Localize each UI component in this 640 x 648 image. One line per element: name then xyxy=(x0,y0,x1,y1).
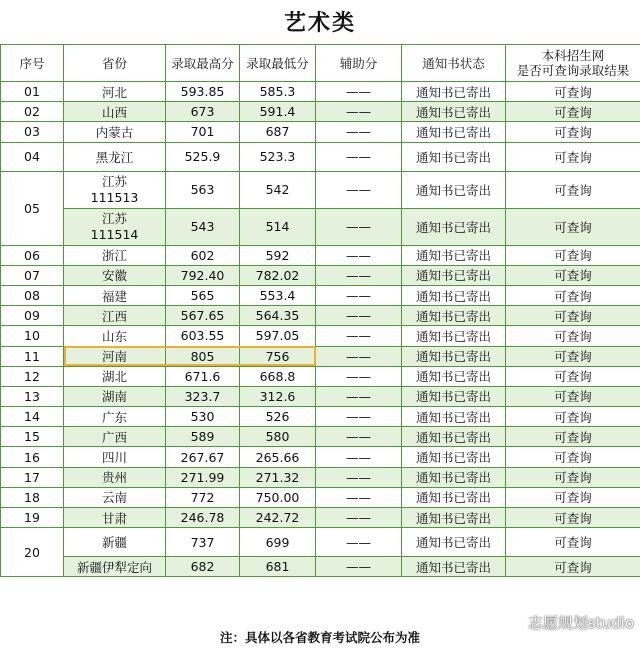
row-province: 甘肃 xyxy=(64,508,166,528)
row-aux-score: —— xyxy=(316,285,402,305)
row-min-score: 585.3 xyxy=(240,82,316,102)
row-max-score: 525.9 xyxy=(166,142,240,171)
header-seq: 序号 xyxy=(1,45,64,82)
row-query-status: 可查询 xyxy=(506,82,640,102)
table-row xyxy=(1,557,640,577)
row-seq: 09 xyxy=(1,306,64,326)
row-seq: 05 xyxy=(1,171,64,245)
row-min-score: 681 xyxy=(240,557,316,577)
table-row xyxy=(1,427,640,447)
row-notice-status: 通知书已寄出 xyxy=(402,386,506,406)
province-code: 111514 xyxy=(90,226,139,242)
row-seq: 10 xyxy=(1,326,64,346)
province-name: 江苏 xyxy=(101,173,127,189)
row-min-score: 542 xyxy=(240,171,316,208)
row-aux-score: —— xyxy=(316,142,402,171)
row-seq: 20 xyxy=(1,528,64,577)
row-min-score: 687 xyxy=(240,122,316,142)
row-min-score: 699 xyxy=(240,528,316,557)
row-notice-status: 通知书已寄出 xyxy=(402,487,506,507)
row-province: 广西 xyxy=(64,427,166,447)
table-row xyxy=(1,508,640,528)
row-province: 河北 xyxy=(64,82,166,102)
page-title: 艺术类 xyxy=(283,10,356,36)
row-max-score: 563 xyxy=(166,171,240,208)
row-seq: 12 xyxy=(1,366,64,386)
footnote: 注：具体以各省教育考试院公布为准 xyxy=(219,630,420,645)
row-seq: 01 xyxy=(1,82,64,102)
header-max-score: 录取最高分 xyxy=(166,45,240,82)
row-aux-score: —— xyxy=(316,102,402,122)
row-province: 江西 xyxy=(64,306,166,326)
row-notice-status: 通知书已寄出 xyxy=(402,528,506,557)
row-seq: 07 xyxy=(1,265,64,285)
row-province: 山西 xyxy=(64,102,166,122)
row-aux-score: —— xyxy=(316,467,402,487)
table-row xyxy=(1,447,640,467)
row-seq: 17 xyxy=(1,467,64,487)
row-province: 河南 xyxy=(64,346,166,366)
table-row xyxy=(1,82,640,102)
row-notice-status: 通知书已寄出 xyxy=(402,122,506,142)
row-province: 山东 xyxy=(64,326,166,346)
row-notice-status: 通知书已寄出 xyxy=(402,467,506,487)
row-seq: 11 xyxy=(1,346,64,366)
row-query-status: 可查询 xyxy=(506,245,640,265)
row-min-score: 242.72 xyxy=(240,508,316,528)
header-notice-status: 通知书状态 xyxy=(402,45,506,82)
row-max-score: 671.6 xyxy=(166,366,240,386)
row-aux-score: —— xyxy=(316,487,402,507)
row-max-score: 673 xyxy=(166,102,240,122)
row-query-status: 可查询 xyxy=(506,326,640,346)
row-query-status: 可查询 xyxy=(506,122,640,142)
row-query-status: 可查询 xyxy=(506,557,640,577)
row-max-score: 701 xyxy=(166,122,240,142)
row-aux-score: —— xyxy=(316,508,402,528)
row-notice-status: 通知书已寄出 xyxy=(402,366,506,386)
row-aux-score: —— xyxy=(316,171,402,208)
row-min-score: 756 xyxy=(240,346,316,366)
row-notice-status: 通知书已寄出 xyxy=(402,265,506,285)
table-row xyxy=(1,407,640,427)
table-row xyxy=(1,326,640,346)
row-notice-status: 通知书已寄出 xyxy=(402,346,506,366)
row-seq: 02 xyxy=(1,102,64,122)
row-max-score: 737 xyxy=(166,528,240,557)
table-row xyxy=(1,171,640,208)
row-max-score: 271.99 xyxy=(166,467,240,487)
row-seq: 06 xyxy=(1,245,64,265)
row-query-status: 可查询 xyxy=(506,528,640,557)
table-row xyxy=(1,306,640,326)
table-row xyxy=(1,245,640,265)
row-aux-score: —— xyxy=(316,557,402,577)
row-min-score: 564.35 xyxy=(240,306,316,326)
row-seq: 19 xyxy=(1,508,64,528)
row-seq: 15 xyxy=(1,427,64,447)
row-max-score: 602 xyxy=(166,245,240,265)
row-max-score: 805 xyxy=(166,346,240,366)
row-query-status: 可查询 xyxy=(506,366,640,386)
row-notice-status: 通知书已寄出 xyxy=(402,306,506,326)
table-row xyxy=(1,265,640,285)
row-max-score: 682 xyxy=(166,557,240,577)
row-min-score: 526 xyxy=(240,407,316,427)
watermark: 志愿规划studio xyxy=(527,614,634,632)
province-name: 江苏 xyxy=(101,210,127,226)
header-aux-score: 辅助分 xyxy=(316,45,402,82)
row-min-score: 592 xyxy=(240,245,316,265)
row-seq: 13 xyxy=(1,386,64,406)
row-notice-status: 通知书已寄出 xyxy=(402,285,506,305)
row-min-score: 553.4 xyxy=(240,285,316,305)
row-min-score: 514 xyxy=(240,208,316,245)
row-province: 新疆 xyxy=(64,528,166,557)
row-max-score: 589 xyxy=(166,427,240,447)
row-notice-status: 通知书已寄出 xyxy=(402,508,506,528)
row-min-score: 265.66 xyxy=(240,447,316,467)
row-min-score: 312.6 xyxy=(240,386,316,406)
row-notice-status: 通知书已寄出 xyxy=(402,427,506,447)
row-aux-score: —— xyxy=(316,427,402,447)
header-query-line1: 本科招生网 xyxy=(541,48,605,63)
province-code: 111513 xyxy=(90,189,139,205)
row-province xyxy=(64,208,166,245)
row-notice-status: 通知书已寄出 xyxy=(402,208,506,245)
header-query xyxy=(506,45,640,82)
header-min-score: 录取最低分 xyxy=(240,45,316,82)
row-query-status: 可查询 xyxy=(506,508,640,528)
row-query-status: 可查询 xyxy=(506,467,640,487)
row-notice-status: 通知书已寄出 xyxy=(402,407,506,427)
row-max-score: 543 xyxy=(166,208,240,245)
row-seq: 18 xyxy=(1,487,64,507)
row-notice-status: 通知书已寄出 xyxy=(402,557,506,577)
row-aux-score: —— xyxy=(316,528,402,557)
table-row xyxy=(1,142,640,171)
row-province: 广东 xyxy=(64,407,166,427)
table-row xyxy=(1,122,640,142)
table-header-row xyxy=(1,45,640,82)
row-aux-score: —— xyxy=(316,326,402,346)
row-aux-score: —— xyxy=(316,386,402,406)
row-province: 浙江 xyxy=(64,245,166,265)
row-query-status: 可查询 xyxy=(506,447,640,467)
row-seq: 03 xyxy=(1,122,64,142)
row-min-score: 668.8 xyxy=(240,366,316,386)
row-seq: 14 xyxy=(1,407,64,427)
row-query-status: 可查询 xyxy=(506,102,640,122)
row-aux-score: —— xyxy=(316,82,402,102)
row-province: 贵州 xyxy=(64,467,166,487)
row-query-status: 可查询 xyxy=(506,407,640,427)
row-aux-score: —— xyxy=(316,245,402,265)
row-province xyxy=(64,171,166,208)
row-query-status: 可查询 xyxy=(506,346,640,366)
row-query-status: 可查询 xyxy=(506,208,640,245)
row-max-score: 603.55 xyxy=(166,326,240,346)
row-notice-status: 通知书已寄出 xyxy=(402,245,506,265)
header-query-line2: 是否可查询录取结果 xyxy=(516,63,630,78)
row-notice-status: 通知书已寄出 xyxy=(402,326,506,346)
row-query-status: 可查询 xyxy=(506,386,640,406)
row-min-score: 271.32 xyxy=(240,467,316,487)
row-seq: 16 xyxy=(1,447,64,467)
row-max-score: 565 xyxy=(166,285,240,305)
row-notice-status: 通知书已寄出 xyxy=(402,171,506,208)
row-aux-score: —— xyxy=(316,366,402,386)
table-row xyxy=(1,102,640,122)
row-notice-status: 通知书已寄出 xyxy=(402,102,506,122)
row-province: 内蒙古 xyxy=(64,122,166,142)
row-aux-score: —— xyxy=(316,407,402,427)
row-min-score: 580 xyxy=(240,427,316,447)
row-max-score: 267.67 xyxy=(166,447,240,467)
table-row xyxy=(1,528,640,557)
row-min-score: 591.4 xyxy=(240,102,316,122)
table-row xyxy=(1,487,640,507)
row-aux-score: —— xyxy=(316,346,402,366)
table-row xyxy=(1,386,640,406)
row-min-score: 750.00 xyxy=(240,487,316,507)
row-query-status: 可查询 xyxy=(506,487,640,507)
table-row xyxy=(1,285,640,305)
row-aux-score: —— xyxy=(316,306,402,326)
row-notice-status: 通知书已寄出 xyxy=(402,82,506,102)
row-province: 湖北 xyxy=(64,366,166,386)
row-aux-score: —— xyxy=(316,122,402,142)
row-min-score: 782.02 xyxy=(240,265,316,285)
table-row xyxy=(1,208,640,245)
row-province: 新疆伊犁定向 xyxy=(64,557,166,577)
row-province: 云南 xyxy=(64,487,166,507)
row-seq: 08 xyxy=(1,285,64,305)
row-max-score: 593.85 xyxy=(166,82,240,102)
row-max-score: 323.7 xyxy=(166,386,240,406)
row-seq: 04 xyxy=(1,142,64,171)
row-query-status: 可查询 xyxy=(506,265,640,285)
row-aux-score: —— xyxy=(316,265,402,285)
row-aux-score: —— xyxy=(316,447,402,467)
row-query-status: 可查询 xyxy=(506,427,640,447)
admission-table xyxy=(0,44,640,577)
row-query-status: 可查询 xyxy=(506,171,640,208)
row-province: 福建 xyxy=(64,285,166,305)
row-query-status: 可查询 xyxy=(506,306,640,326)
row-max-score: 567.65 xyxy=(166,306,240,326)
row-province: 安徽 xyxy=(64,265,166,285)
row-province: 黑龙江 xyxy=(64,142,166,171)
row-aux-score: —— xyxy=(316,208,402,245)
table-row xyxy=(1,366,640,386)
table-row xyxy=(1,467,640,487)
row-query-status: 可查询 xyxy=(506,285,640,305)
row-notice-status: 通知书已寄出 xyxy=(402,142,506,171)
table-row xyxy=(1,346,640,366)
row-min-score: 523.3 xyxy=(240,142,316,171)
row-province: 湖南 xyxy=(64,386,166,406)
row-notice-status: 通知书已寄出 xyxy=(402,447,506,467)
row-max-score: 530 xyxy=(166,407,240,427)
row-max-score: 246.78 xyxy=(166,508,240,528)
header-province: 省份 xyxy=(64,45,166,82)
row-query-status: 可查询 xyxy=(506,142,640,171)
table-body xyxy=(1,82,640,577)
row-province: 四川 xyxy=(64,447,166,467)
row-min-score: 597.05 xyxy=(240,326,316,346)
row-max-score: 772 xyxy=(166,487,240,507)
row-max-score: 792.40 xyxy=(166,265,240,285)
